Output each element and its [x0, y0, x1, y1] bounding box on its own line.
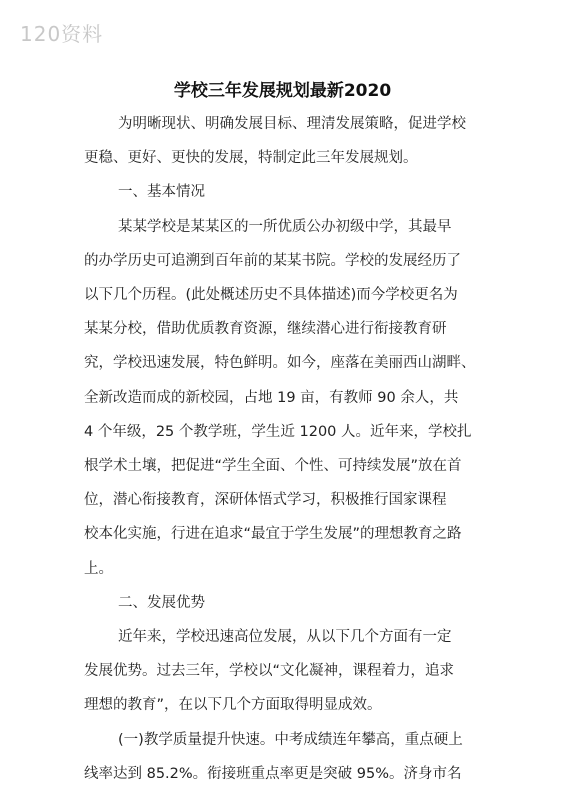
text-line: 上。 — [84, 560, 113, 577]
watermark: 120资料 — [20, 22, 104, 46]
text-line: 二、发展优势 — [118, 594, 205, 611]
text-line: 线率达到 85.2%。衔接班重点率更是突破 95%。济身市名 — [84, 765, 462, 782]
text-line: 更稳、更好、更快的发展，特制定此三年发展规划。 — [84, 150, 418, 167]
text-line: 发展优势。过去三年，学校以“文化凝神，课程着力，追求 — [84, 663, 455, 680]
text-line: 究，学校迅速发展，特色鲜明。如今，座落在美丽西山湖畔、 — [84, 355, 476, 372]
text-line: 全新改造而成的新校园，占地 19 亩，有教师 90 余人，共 — [84, 389, 459, 406]
text-line: 为明晰现状、明确发展目标、理清发展策略，促进学校 — [118, 116, 466, 132]
text-line: 某某分校，借助优质教育资源，继续潜心进行衔接教育研 — [84, 321, 447, 338]
text-line: 根学术土壤，把促进“学生全面、个性、可持续发展”放在首 — [84, 458, 462, 474]
text-line: 校本化实施，行进在追求“最宜于学生发展”的理想教育之路 — [84, 526, 462, 543]
text-line: 以下几个历程。(此处概述历史不具体描述)而今学校更名为 — [84, 287, 458, 303]
text-line: 的办学历史可追溯到百年前的某某书院。学校的发展经历了 — [84, 252, 461, 269]
text-line: 一、基本情况 — [118, 184, 205, 201]
text-line: 4 个年级，25 个教学班，学生近 1200 人。近年来，学校扎 — [84, 423, 472, 440]
text-line: 理想的教育”，在以下几个方面取得明显成效。 — [84, 697, 382, 714]
text-line: 位，潜心衔接教育，深研体悟式学习，积极推行国家课程 — [84, 492, 447, 509]
text-line: (一)教学质量提升快速。中考成绩连年攀高，重点硬上 — [118, 731, 463, 748]
text-line: 某某学校是某某区的一所优质公办初级中学，其最早 — [118, 218, 452, 235]
text-line: 近年来，学校迅速高位发展，从以下几个方面有一定 — [118, 629, 452, 645]
document-title: 学校三年发展规划最新2020 — [173, 81, 392, 101]
